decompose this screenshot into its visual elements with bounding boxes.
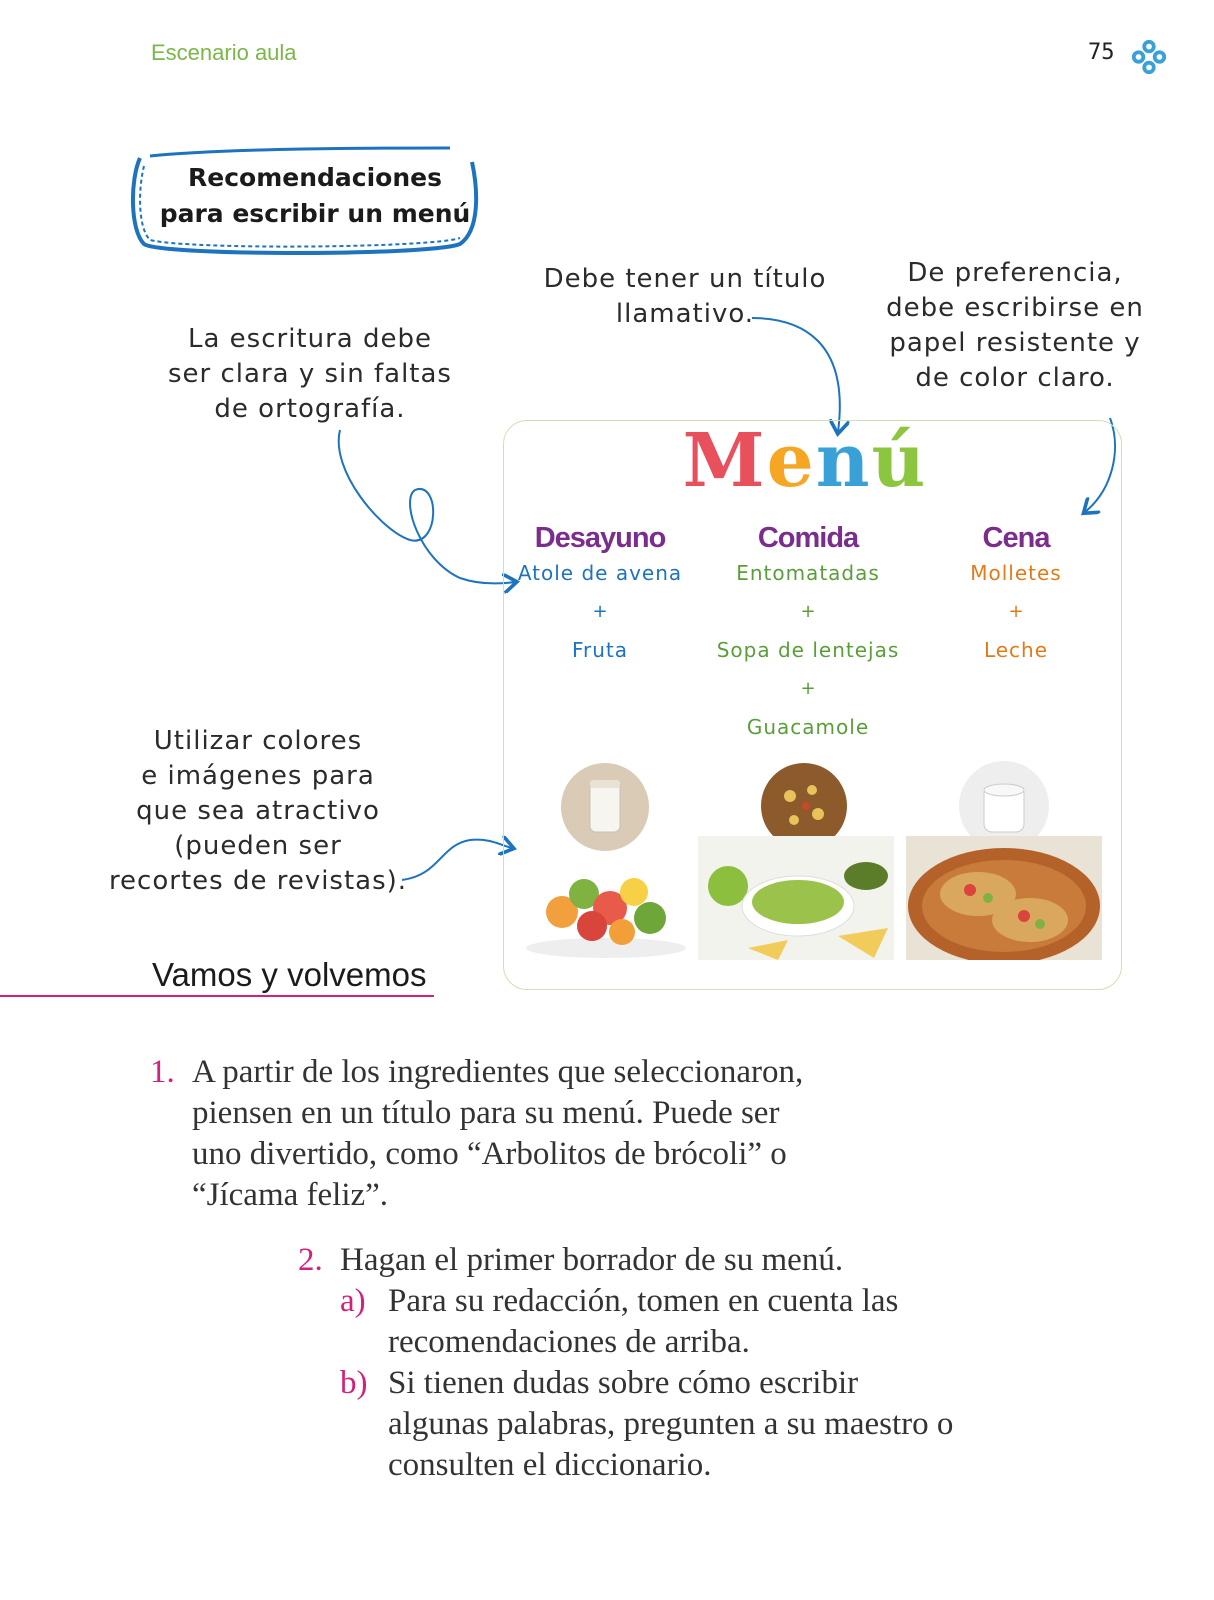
recommendations-title: Recomendaciones para escribir un menú <box>159 163 471 228</box>
instruction-line: “Jícama feliz”. <box>192 1177 389 1213</box>
section-heading: Vamos y volvemos <box>152 956 427 993</box>
instruction-line: uno divertido, como “Arbolitos de brócoli” o <box>192 1136 787 1172</box>
instruction-line: algunas palabras, pregunten a su maestro o <box>388 1406 954 1442</box>
atole-image <box>560 762 650 852</box>
instruction-line: piensen en un título para su menú. Puede ser <box>192 1095 780 1131</box>
menu-title-letter: M <box>682 418 767 504</box>
instruction-2 <box>298 1240 1138 1281</box>
list-number: 2. <box>298 1242 323 1278</box>
instruction-line: A partir de los ingredientes que seleccionaron, <box>192 1054 804 1090</box>
menu-item: Atole de avena <box>517 561 683 585</box>
column-heading: Desayuno <box>534 522 666 554</box>
menu-column-breakfast <box>500 522 700 662</box>
menu-plus: + <box>592 601 608 622</box>
subinstruction-a <box>340 1281 1140 1363</box>
instruction-line: Para su redacción, tomen en cuenta las <box>388 1283 899 1319</box>
menu-title-letter: e <box>766 418 816 504</box>
menu-column-lunch <box>708 522 908 739</box>
fruit-salad-image <box>522 852 690 960</box>
instruction-line: consulten el diccionario. <box>388 1447 712 1483</box>
guacamole-image <box>698 836 894 960</box>
instruction-line: recomendaciones de arriba. <box>388 1324 750 1360</box>
callout-images: Utilizar colores e imágenes para que sea atractivo (pueden ser recortes de revistas). <box>108 726 408 896</box>
menu-item: Entomatadas <box>736 561 880 585</box>
list-letter: b) <box>340 1365 368 1401</box>
column-heading: Comida <box>757 522 859 554</box>
menu-plus: + <box>800 601 816 622</box>
instruction-line: Si tienen dudas sobre cómo escribir <box>388 1365 859 1401</box>
callout-paper: De preferencia, debe escribirse en papel resistente y de color claro. <box>886 258 1144 393</box>
menu-title-letter: n <box>815 418 872 504</box>
callout-title: Debe tener un título llamativo. <box>543 264 827 329</box>
menu-plus: + <box>800 678 816 699</box>
section-label: Escenario aula <box>151 40 297 65</box>
molletes-image <box>906 836 1102 960</box>
subinstruction-b <box>340 1363 1160 1486</box>
menu-item: Fruta <box>571 638 629 662</box>
column-heading: Cena <box>982 522 1050 554</box>
instruction-line: Hagan el primer borrador de su menú. <box>340 1242 844 1278</box>
menu-item: Guacamole <box>746 715 870 739</box>
menu-item: Leche <box>983 638 1049 662</box>
menu-item: Sopa de lentejas <box>716 638 900 662</box>
menu-title-letter: ú <box>871 418 928 504</box>
list-number: 1. <box>150 1054 175 1090</box>
list-letter: a) <box>340 1283 366 1319</box>
menu-column-dinner <box>916 522 1116 662</box>
page-number: 75 <box>1088 40 1115 65</box>
section-divider <box>0 995 434 997</box>
menu-plus: + <box>1008 601 1024 622</box>
menu-title <box>600 418 1010 504</box>
instruction-1 <box>150 1052 1070 1216</box>
callout-writing: La escritura debe ser clara y sin faltas de ortografía. <box>168 324 452 424</box>
menu-item: Molletes <box>970 561 1062 585</box>
